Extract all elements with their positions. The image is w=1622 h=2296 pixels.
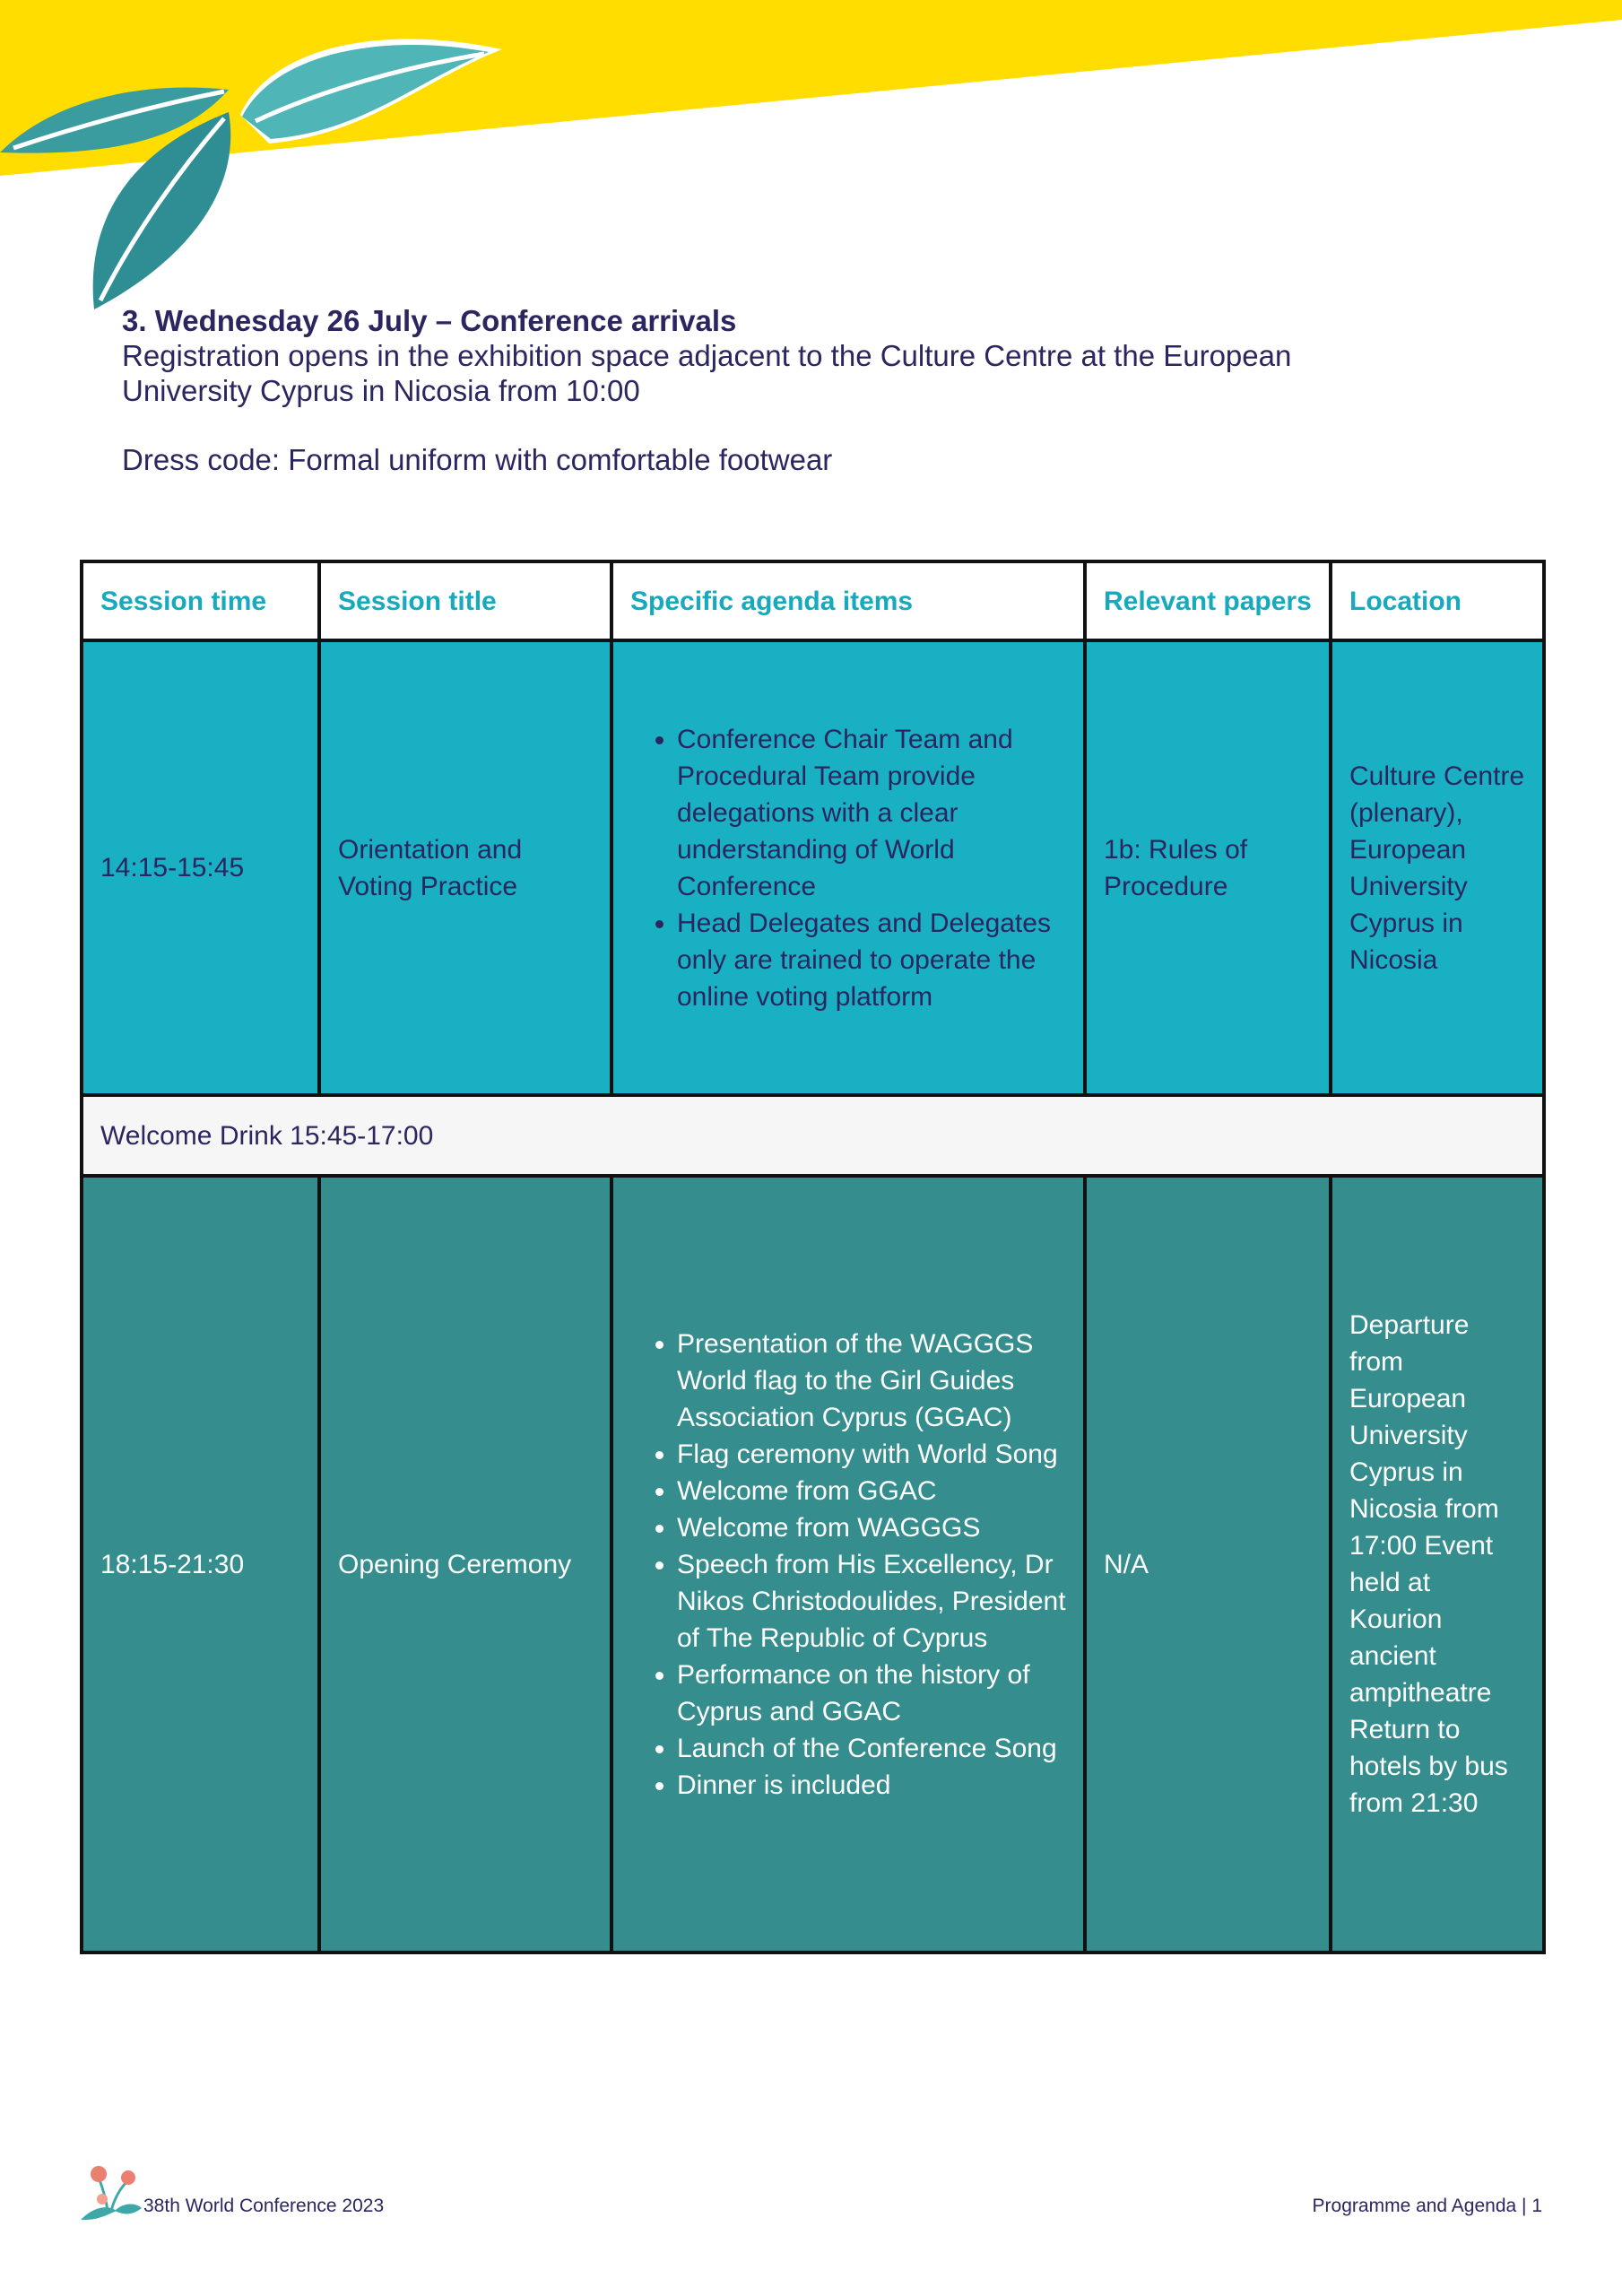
section-heading: 3. Wednesday 26 July – Conference arrivals	[122, 304, 737, 337]
header-relevant-papers: Relevant papers	[1085, 561, 1331, 640]
list-item: • Welcome from GGAC	[677, 1473, 1066, 1509]
session-time: 18:15-21:30	[82, 1176, 319, 1952]
agenda-table	[80, 560, 1546, 1954]
agenda-items-cell	[612, 1176, 1085, 1952]
footer-conference-name: 38th World Conference 2023	[143, 2196, 385, 2216]
yellow-banner-stripe	[0, 0, 1622, 176]
table-row	[82, 640, 1544, 1095]
list-item: • Launch of the Conference Song	[677, 1730, 1066, 1767]
list-item: • Flag ceremony with World Song	[677, 1436, 1066, 1473]
header-session-title: Session title	[319, 561, 612, 640]
list-item: • Speech from His Excellency, Dr Nikos Christodoulides, President of The Republic of Cyprus	[677, 1546, 1066, 1657]
session-time: 14:15-15:45	[82, 640, 319, 1095]
intro-section	[122, 303, 1467, 477]
registration-line-1: Registration opens in the exhibition space adjacent to the Culture Centre at the European	[122, 339, 1292, 372]
relevant-papers: 1b: Rules of Procedure	[1085, 640, 1331, 1095]
welcome-drink: Welcome Drink 15:45-17:00	[82, 1095, 1544, 1176]
agenda-items-cell	[612, 640, 1085, 1095]
session-title: Opening Ceremony	[319, 1176, 612, 1952]
table-header-row	[82, 561, 1544, 640]
header-session-time: Session time	[82, 561, 319, 640]
break-row	[82, 1095, 1544, 1176]
list-item: • Dinner is included	[677, 1767, 1066, 1804]
table-row	[82, 1176, 1544, 1952]
header-location: Location	[1331, 561, 1544, 640]
session-title: Orientation and Voting Practice	[319, 640, 612, 1095]
header-banner	[0, 0, 1622, 323]
list-item: • Performance on the history of Cyprus and GGAC	[677, 1657, 1066, 1730]
registration-line-2: University Cyprus in Nicosia from 10:00	[122, 374, 640, 407]
list-item: • Conference Chair Team and Procedural Team provide delegations with a clear understanding of World Conference	[677, 721, 1066, 905]
dress-code: Dress code: Formal uniform with comfortable footwear	[122, 443, 833, 476]
location: Departure from European University Cyprus in Nicosia from 17:00 Event held at Kourion ancient ampitheatre Return to hotels by bus from 21:30	[1331, 1176, 1544, 1952]
list-item: • Presentation of the WAGGGS World flag to the Girl Guides Association Cyprus (GGAC)	[677, 1326, 1066, 1436]
agenda-list	[630, 1326, 1066, 1804]
footer-left	[81, 2161, 385, 2224]
relevant-papers: N/A	[1085, 1176, 1331, 1952]
list-item: • Welcome from WAGGGS	[677, 1509, 1066, 1546]
footer-page-label: Programme and Agenda | 1	[1312, 2196, 1542, 2216]
flower-logo-icon	[81, 2161, 143, 2224]
agenda-list	[630, 721, 1066, 1015]
location: Culture Centre (plenary), European University Cyprus in Nicosia	[1331, 640, 1544, 1095]
header-agenda-items: Specific agenda items	[612, 561, 1085, 640]
list-item: • Head Delegates and Delegates only are trained to operate the online voting platform	[677, 905, 1066, 1015]
